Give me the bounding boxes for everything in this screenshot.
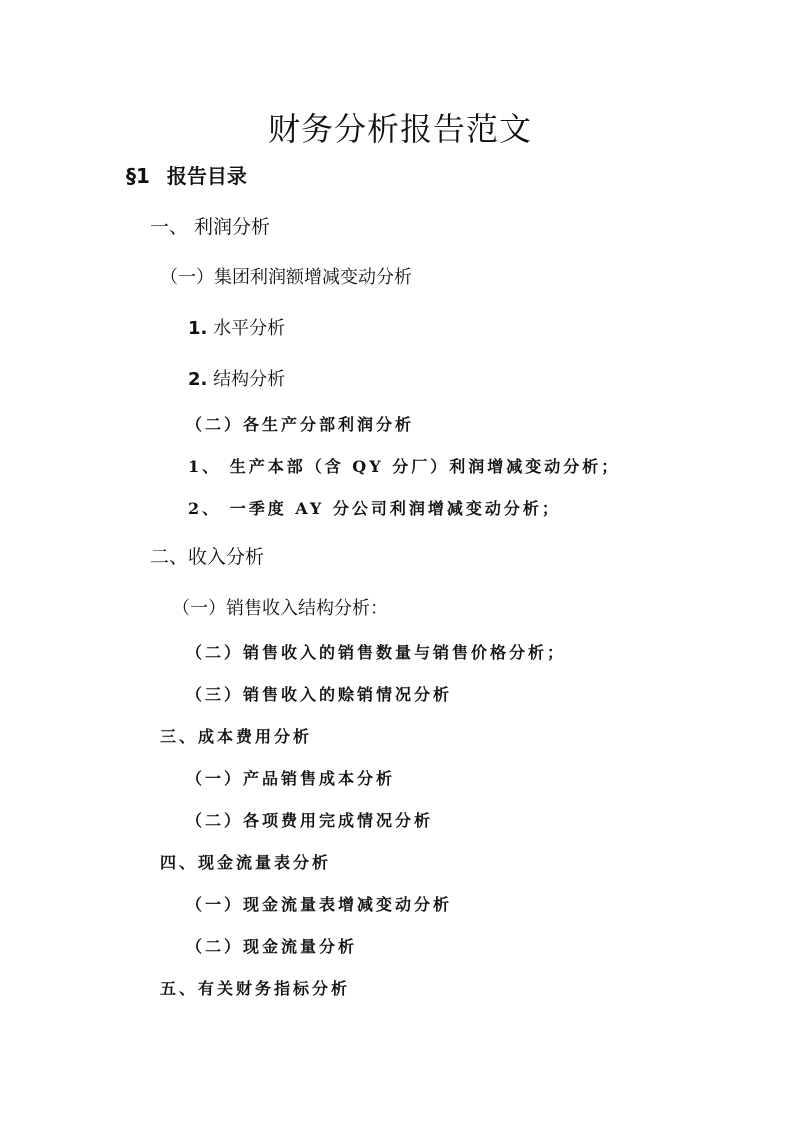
toc-item-cash-flow-analysis: 四、现金流量表分析 — [160, 853, 332, 872]
toc-item-financial-indicators: 五、有关财务指标分析 — [160, 979, 351, 998]
toc-item-label: 结构分析 — [213, 369, 286, 390]
toc-item-horizontal-analysis — [188, 314, 285, 340]
toc-item-cash-flow: （二）现金流量分析 — [186, 937, 358, 956]
document-title: 财务分析报告范文 — [267, 110, 532, 148]
toc-item-number: 1. — [188, 318, 208, 339]
toc-item-cash-flow-change: （一）现金流量表增减变动分析 — [186, 895, 453, 914]
toc-item-expense-completion: （二）各项费用完成情况分析 — [186, 811, 434, 830]
toc-item-label: 水平分析 — [213, 318, 286, 339]
toc-item-revenue-analysis: 二、收入分析 — [150, 546, 265, 568]
section-number: §1 — [126, 164, 150, 188]
toc-item-headquarters-profit: 1、 生产本部（含 QY 分厂）利润增减变动分析； — [188, 457, 621, 476]
toc-item-cost-analysis: 三、成本费用分析 — [160, 727, 313, 746]
toc-item-product-cost: （一）产品销售成本分析 — [186, 769, 396, 788]
toc-item-sales-volume-price: （二）销售收入的销售数量与销售价格分析； — [186, 643, 567, 662]
toc-item-division-profit: （二）各生产分部利润分析 — [186, 415, 415, 434]
toc-item-credit-sales: （三）销售收入的赊销情况分析 — [186, 685, 453, 704]
toc-item-group-profit-change: （一）集团利润额增减变动分析 — [160, 267, 412, 288]
section-heading — [126, 160, 247, 189]
toc-item-structure-analysis — [188, 365, 285, 391]
section-title: 报告目录 — [166, 164, 247, 188]
toc-item-profit-analysis: 一、 利润分析 — [150, 216, 271, 238]
toc-item-ay-branch-profit: 2、 一季度 AY 分公司利润增减变动分析； — [188, 499, 561, 518]
toc-item-sales-structure: （一）销售收入结构分析： — [172, 598, 388, 619]
toc-item-number: 2. — [188, 369, 208, 390]
